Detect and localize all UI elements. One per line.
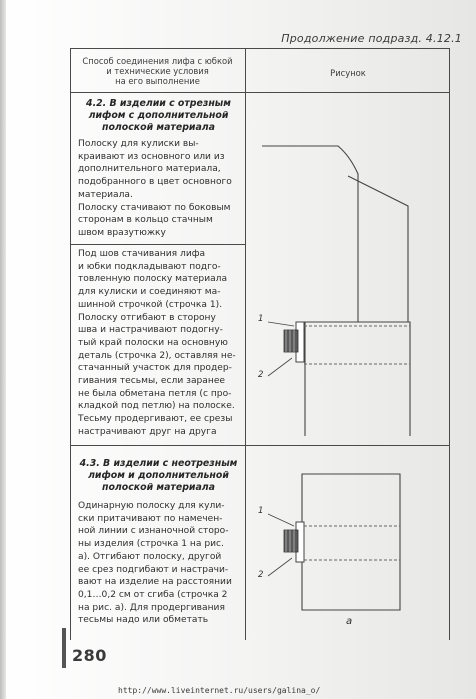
section-title-line: лифом с дополнительной (88, 110, 229, 121)
continuation-header: Продолжение подразд. 4.12.1 (281, 32, 462, 45)
figure-bodice-skirt-seam (250, 96, 446, 442)
col-figure-header: Рисунок (330, 68, 366, 78)
row-divider-2 (70, 445, 450, 446)
table-border-left (70, 48, 71, 640)
paragraph-line: Одинарную полоску для кули- (78, 501, 225, 511)
section-title-line: полоской материала (102, 122, 215, 133)
leader-line (268, 558, 292, 576)
paragraph-line: швом вразутюжку (78, 227, 166, 238)
paragraph-line: Тесьму продергивают, ее срезы (78, 414, 233, 425)
paragraph-line: краивают из основного или из (78, 151, 225, 162)
callout-label: 1 (258, 506, 264, 516)
table-border-top (70, 48, 450, 49)
paragraph-line: ски притачивают по намечен- (78, 513, 223, 524)
table-border-right (449, 48, 450, 640)
callout-label: 1 (258, 314, 264, 324)
leader-line (268, 358, 292, 376)
paragraph-line: для кулиски и соединяют ма- (78, 287, 221, 298)
leader-line (268, 514, 294, 526)
paragraph-line: тесьмы надо или обметать (78, 615, 209, 626)
paragraph-line: шва и настрачивают подогну- (78, 325, 223, 336)
paragraph-line: стачанный участок для продер- (78, 363, 232, 374)
paragraph-line: вают на изделие на расстоянии (78, 577, 232, 588)
column-divider (245, 48, 246, 640)
paragraph-line: на рис. а). Для продергивания (78, 602, 225, 613)
paragraph-line: настрачивают друг на друга (78, 426, 217, 437)
paragraph-line: а). Отгибают полоску, другой (78, 551, 222, 562)
paragraph-line: и юбки подкладывают подго- (78, 261, 221, 272)
paragraph-line: Под шов стачивания лифа (78, 249, 206, 259)
paragraph-line: подобранного в цвет основного (78, 177, 232, 188)
section-title-line: 4.3. В изделии с неотрезным (79, 458, 238, 469)
section-paragraph (78, 248, 243, 439)
header-divider (70, 92, 450, 93)
paragraph-line: материала. (78, 189, 133, 200)
paragraph-line: ной линии с изнаночной сторо- (78, 526, 229, 537)
section-title-line: 4.2. В изделии с отрезным (86, 98, 231, 109)
figure-drawing (250, 96, 446, 442)
paragraph-line: ее срез подгибают и настрачи- (78, 564, 229, 575)
paragraph-line: дополнительного материала, (78, 164, 221, 175)
bodice-outline (262, 146, 358, 322)
col-method-header (70, 56, 245, 86)
col-method-header-line: на его выполнение (115, 76, 200, 86)
section-title-line: полоской материала (102, 482, 215, 493)
page-number: 280 (72, 646, 107, 665)
section-paragraph (78, 500, 243, 627)
paragraph-line: шинной строчкой (строчка 1). (78, 299, 223, 310)
paragraph-line: 0,1…0,2 см от сгиба (строчка 2 (78, 589, 228, 600)
figure-caption: а (346, 616, 353, 627)
paragraph-line: Полоску отгибают в сторону (78, 312, 216, 323)
paragraph-line: Полоску для кулиски вы- (78, 139, 199, 149)
footer-url: http://www.liveinternet.ru/users/galina_o/ (118, 686, 321, 695)
figure-single-strip (250, 450, 446, 638)
section-paragraph (78, 138, 243, 240)
paragraph-line: товленную полоску материала (78, 274, 228, 285)
figure-drawing (250, 450, 446, 638)
callout-label: 2 (258, 370, 264, 380)
paragraph-line: кладкой под петлю) на полоске. (78, 401, 235, 412)
paragraph-line: не была обметана петля (с про- (78, 388, 232, 399)
leader-line (268, 322, 294, 326)
garment-outline (302, 474, 400, 610)
row-divider-1 (70, 244, 246, 245)
col-method-header-line: Способ соединения лифа с юбкой (82, 56, 233, 66)
paragraph-line: ны изделия (строчка 1 на рис. (78, 539, 224, 550)
paragraph-line: Полоску стачивают по боковым (78, 202, 231, 213)
col-method-header-line: и технические условия (106, 66, 209, 76)
paragraph-line: гивания тесьмы, если заранее (78, 376, 226, 387)
technique-table (70, 48, 450, 640)
paragraph-line: сторонам в кольцо стачным (78, 215, 213, 226)
book-spine (0, 0, 6, 699)
section-title (72, 98, 245, 134)
skirt-outline (302, 322, 410, 436)
section-title (72, 458, 245, 494)
paragraph-line: тый край полоски на основную (78, 337, 228, 348)
page-number-bar (62, 628, 66, 668)
callout-label: 2 (258, 570, 264, 580)
section-title-line: лифом и дополнительной (88, 470, 229, 481)
paragraph-line: деталь (строчка 2), оставляя не- (78, 350, 236, 361)
bodice-side-outline (348, 176, 408, 322)
